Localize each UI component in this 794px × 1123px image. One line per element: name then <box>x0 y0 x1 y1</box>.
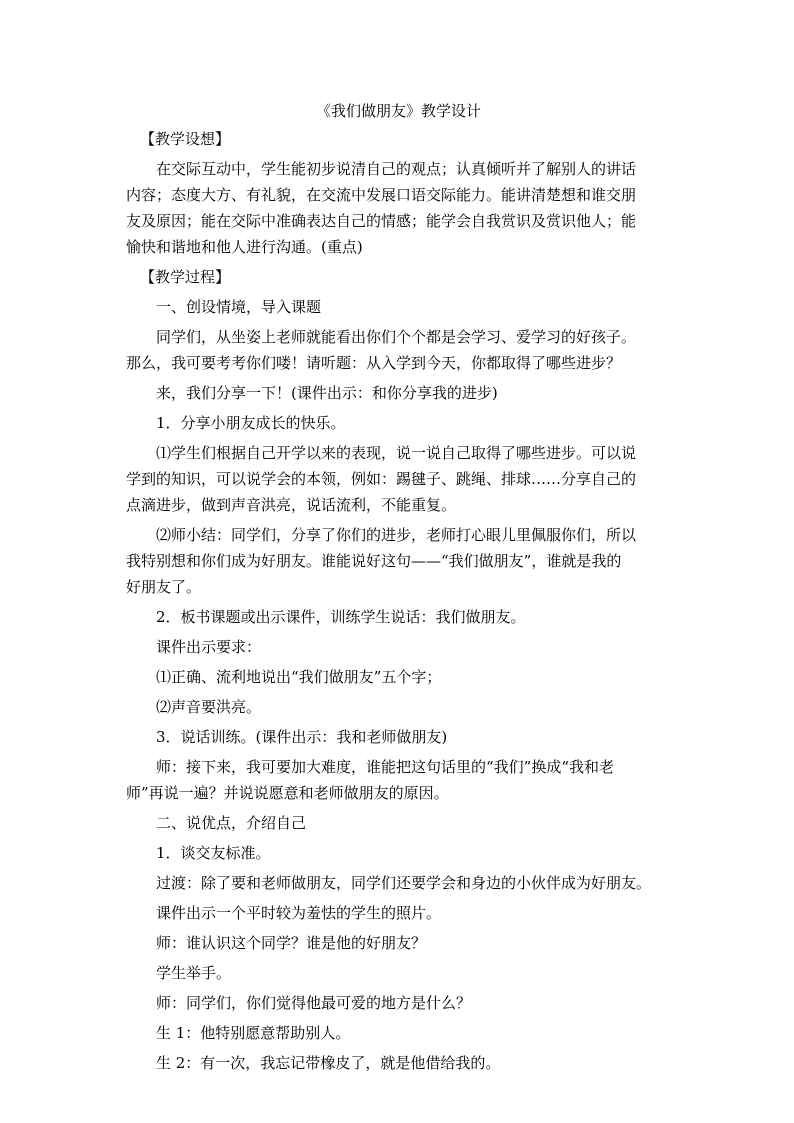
paragraph-line: 好朋友了。 <box>126 578 202 596</box>
paragraph-line: 师：同学们，你们觉得他最可爱的地方是什么？ <box>156 994 472 1012</box>
document-body <box>126 126 671 1076</box>
paragraph-line: 【教学过程】 <box>140 268 231 286</box>
paragraph-line: 生 2：有一次，我忘记带橡皮了，就是他借给我的。 <box>156 1054 501 1072</box>
paragraph-line: ⑴正确、流利地说出“我们做朋友”五个字； <box>156 668 442 686</box>
paragraph-line: 过渡：除了要和老师做朋友，同学们还要学会和身边的小伙伴成为好朋友。 <box>156 874 652 892</box>
paragraph-line: 生 1：他特别愿意帮助别人。 <box>156 1024 351 1042</box>
paragraph-line: 友及原因；能在交际中准确表达自己的情感；能学会自我赏识及赏识他人；能 <box>126 212 637 230</box>
paragraph-line: 学到的知识，可以说学会的本领，例如：踢毽子、跳绳、排球……分享自己的 <box>126 470 637 488</box>
paragraph-line: 愉快和谐地和他人进行沟通。(重点) <box>126 238 363 256</box>
paragraph-line: 同学们，从坐姿上老师就能看出你们个个都是会学习、爱学习的好孩子。 <box>156 328 637 346</box>
paragraph-line: 师”再说一遍？并说说愿意和老师做朋友的原因。 <box>126 784 449 802</box>
paragraph-line: 2．板书课题或出示课件，训练学生说话：我们做朋友。 <box>156 608 526 626</box>
paragraph-line: ⑵声音要洪亮。 <box>156 698 262 716</box>
paragraph-line: 【教学设想】 <box>140 130 231 148</box>
paragraph-line: 师：谁认识这个同学？谁是他的好朋友？ <box>156 934 427 952</box>
document-page <box>126 98 671 1076</box>
paragraph-line: ⑵师小结：同学们，分享了你们的进步，老师打心眼儿里佩服你们，所以 <box>156 526 637 544</box>
paragraph-line: 在交际互动中，学生能初步说清自己的观点；认真倾听并了解别人的讲话 <box>156 160 637 178</box>
paragraph-line: 我特别想和你们成为好朋友。谁能说好这句——“我们做朋友”，谁就是我的 <box>126 552 622 570</box>
paragraph-line: 1．分享小朋友成长的快乐。 <box>156 414 346 432</box>
paragraph-line: 课件出示一个平时较为羞怯的学生的照片。 <box>156 904 442 922</box>
paragraph-line: 学生举手。 <box>156 964 232 982</box>
paragraph-line: 来，我们分享一下！(课件出示：和你分享我的进步) <box>156 384 498 402</box>
paragraph-line: ⑴学生们根据自己开学以来的表现，说一说自己取得了哪些进步。可以说 <box>156 444 637 462</box>
paragraph-line: 内容；态度大方、有礼貌，在交流中发展口语交际能力。能讲清楚想和谁交朋 <box>126 186 637 204</box>
paragraph-line: 师：接下来，我可要加大难度，谁能把这句话里的“我们”换成“我和老 <box>156 758 615 776</box>
paragraph-line: 课件出示要求： <box>156 638 262 656</box>
paragraph-line: 二、说优点，介绍自己 <box>156 814 307 832</box>
paragraph-line: 1．谈交友标准。 <box>156 844 271 862</box>
document-title: 《我们做朋友》教学设计 <box>315 102 481 120</box>
paragraph-line: 那么，我可要考考你们喽！请听题：从入学到今天，你都取得了哪些进步？ <box>126 354 622 372</box>
paragraph-line: 点滴进步，做到声音洪亮，说话流利，不能重复。 <box>126 496 457 514</box>
paragraph-line: 一、创设情境，导入课题 <box>156 298 322 316</box>
paragraph-line: 3．说话训练。(课件出示：我和老师做朋友) <box>156 728 448 746</box>
